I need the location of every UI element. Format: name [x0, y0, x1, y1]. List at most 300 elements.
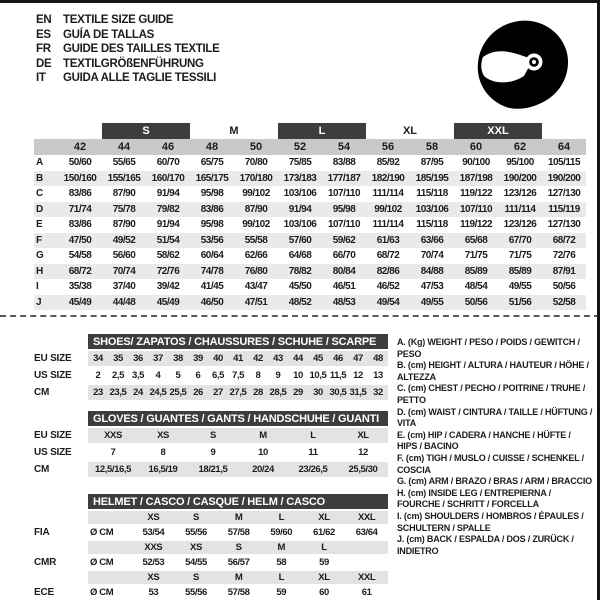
measurement-value: 72/76	[146, 264, 190, 280]
measurement-value: 78/82	[278, 264, 322, 280]
measurement-value: 127/130	[547, 188, 581, 200]
measurement-value: 119/122	[459, 188, 493, 200]
measurement-value: 63/66	[410, 233, 454, 249]
shoes-row-label: US SIZE	[34, 368, 88, 383]
legend-item: A. (Kg) WEIGHT / PESO / POIDS / GEWITCH / PESO	[397, 337, 580, 359]
measurement-letter: A	[36, 157, 43, 169]
measurement-value: 45/49	[58, 295, 102, 311]
numeric-size: 46	[146, 139, 190, 155]
measurement-value: 182/190	[366, 171, 410, 187]
textile-size-table-body	[34, 123, 586, 310]
helmet-standard-label: FIA	[34, 526, 88, 539]
helmet-title-row	[34, 494, 388, 509]
measurement-value: 67/70	[498, 233, 542, 249]
measurement-row-B	[34, 171, 586, 187]
measurement-value: 165/175	[190, 171, 234, 187]
gloves-value: XL	[338, 428, 388, 443]
measurement-value: 43/47	[244, 281, 268, 293]
legend-item: C. (cm) CHEST / PECHO / POITRINE / TRUHE / PETTO	[397, 383, 586, 405]
accessory-tables	[34, 332, 388, 600]
measurement-value: 83/86	[68, 188, 92, 200]
helmet-title: HELMET / CASCO / CASQUE / HELM / CASCO	[88, 494, 388, 509]
measurement-value: 62/66	[244, 250, 268, 262]
measurement-value: 68/72	[376, 250, 400, 262]
helmet-size-label: XS	[175, 541, 218, 554]
helmet-value: 57/58	[227, 527, 250, 538]
measurement-value: 95/98	[200, 188, 224, 200]
helmet-value: 53	[148, 587, 159, 598]
measurement-value: 68/72	[542, 233, 586, 249]
measurement-value: 52/58	[542, 295, 586, 311]
measurement-value: 83/88	[332, 157, 356, 169]
shoes-row-eu-size	[34, 351, 388, 366]
shoes-value: 24,5	[149, 387, 167, 398]
measurement-value: 79/82	[146, 202, 190, 218]
measurement-value: 59/62	[322, 233, 366, 249]
shoes-value: 43	[268, 351, 288, 366]
helmet-unit-spacer	[88, 571, 132, 584]
helmet-standard-label: ECE	[34, 586, 88, 599]
helmet-value: 53/54	[142, 527, 165, 538]
language-code: IT	[36, 72, 46, 84]
shoes-value: 6,5	[211, 370, 224, 381]
helmet-sizes-row-cmr	[34, 541, 388, 554]
measurement-value: 44/48	[102, 295, 146, 311]
measurement-value: 91/94	[156, 219, 180, 231]
shoes-title-row	[34, 334, 388, 349]
shoes-value: 2,5	[111, 370, 124, 381]
gloves-value: XS	[138, 428, 188, 443]
numeric-size: 48	[190, 139, 234, 155]
shoes-value: 40	[208, 351, 228, 366]
measurement-value: 65/68	[454, 233, 498, 249]
helmet-size-label: XXL	[345, 571, 388, 584]
measurement-value: 65/75	[200, 157, 224, 169]
helmet-unit: Ø CM	[90, 527, 114, 538]
measurement-value: 51/56	[498, 295, 542, 311]
helmet-value: 61	[361, 587, 372, 598]
measurement-value: 190/200	[498, 171, 542, 187]
measurement-value: 115/118	[416, 188, 448, 200]
measurement-value: 173/183	[278, 171, 322, 187]
shoes-row-cm	[34, 385, 388, 400]
shoes-value: 23,5	[109, 387, 127, 398]
shoes-value: 39	[188, 351, 208, 366]
shoes-value: 10	[293, 370, 303, 381]
measurement-value: 71/75	[464, 250, 488, 262]
measurement-value: 46/51	[332, 281, 356, 293]
measurement-value: 51/54	[146, 233, 190, 249]
helmet-value: 60	[319, 587, 329, 598]
measurement-value: 37/40	[112, 281, 136, 293]
shoes-value: 30,5	[329, 387, 347, 398]
helmet-size-label: XXL	[345, 511, 388, 524]
language-row	[36, 57, 220, 72]
measurement-value: 155/165	[102, 171, 146, 187]
language-code: ES	[36, 28, 51, 41]
helmet-size-label: S	[175, 511, 218, 524]
shoes-value: 46	[328, 351, 348, 366]
measurement-value: 85/92	[376, 157, 400, 169]
measurement-value: 82/86	[366, 264, 410, 280]
measurement-row-G	[34, 248, 586, 264]
helmet-value: 58	[276, 557, 287, 568]
shoes-table-body	[34, 334, 388, 400]
measurement-value: 60/70	[156, 157, 180, 169]
shoes-value: 31,5	[349, 387, 367, 398]
gloves-value: 11	[308, 447, 318, 458]
helmet-size-label: L	[303, 541, 346, 554]
measurement-value: 87/90	[234, 202, 278, 218]
measurement-value: 71/74	[58, 202, 102, 218]
measurement-value: 71/75	[508, 250, 532, 262]
helmet-table	[34, 492, 388, 600]
measurement-value: 72/76	[552, 250, 576, 262]
helmet-values-row-ece	[34, 586, 388, 599]
measurement-row-C	[34, 186, 586, 202]
shoes-value: 27	[208, 385, 228, 400]
shoes-value: 5	[175, 370, 181, 381]
measurement-row-J	[34, 295, 586, 311]
shoes-table	[34, 332, 388, 402]
measurement-value: 68/72	[58, 264, 102, 280]
helmet-title-spacer	[34, 494, 88, 509]
measurement-value: 85/89	[498, 264, 542, 280]
gloves-row-cm	[34, 462, 388, 477]
measurement-value: 47/51	[234, 295, 278, 311]
legend-item: J. (cm) BACK / ESPALDA / DOS / ZURÜCK / INDIETRO	[397, 534, 574, 556]
measurement-value: 87/90	[112, 188, 136, 200]
measurement-value: 83/86	[68, 219, 92, 231]
measurement-value: 115/119	[542, 202, 586, 218]
measurement-value: 70/74	[420, 250, 444, 262]
language-code: DE	[36, 57, 52, 70]
helmet-size-label: M	[260, 541, 303, 554]
measurement-value: 95/98	[322, 202, 366, 218]
measurement-value: 111/114	[372, 219, 404, 231]
gloves-table-body	[34, 411, 388, 477]
shoes-value: 26	[188, 385, 208, 400]
measurement-value: 103/106	[283, 188, 317, 200]
gloves-value: 9	[210, 447, 216, 458]
measurement-value: 160/170	[146, 171, 190, 187]
helmet-size-label: L	[260, 571, 303, 584]
numeric-size: 44	[102, 139, 146, 155]
shoes-value: 30	[308, 385, 328, 400]
measurement-value: 39/42	[156, 281, 180, 293]
shoes-value: 6	[195, 370, 201, 381]
measurement-value: 150/160	[58, 171, 102, 187]
measurement-value: 177/187	[322, 171, 366, 187]
legend-item: I. (cm) SHOULDERS / HOMBROS / ÉPAULES / SCHULTERN / SPALLE	[397, 510, 584, 533]
shoes-value: 44	[288, 351, 308, 366]
size-group-spacer	[542, 123, 586, 139]
helmet-value: 57/58	[227, 587, 250, 598]
shoes-value: 25,5	[169, 387, 187, 398]
measurement-value: 127/130	[547, 219, 581, 231]
helmet-value: 52/53	[142, 557, 165, 568]
helmet-sizes-spacer	[34, 571, 88, 584]
shoes-value: 28	[248, 385, 268, 400]
measurement-value: 70/80	[244, 157, 268, 169]
helmet-unit-spacer	[88, 541, 132, 554]
measurement-value: 49/55	[508, 281, 532, 293]
section-divider	[0, 315, 600, 317]
measurement-value: 50/56	[454, 295, 498, 311]
measurement-value: 55/65	[112, 157, 136, 169]
language-row	[36, 28, 220, 43]
helmet-value: 59/60	[270, 527, 293, 538]
shoes-value: 32	[368, 385, 388, 400]
legend-item: G. (cm) ARM / BRAZO / BRAS / ARM / BRACCIO	[397, 476, 592, 487]
gloves-row-label: EU SIZE	[34, 428, 88, 443]
helmet-sizes-row-fia	[34, 511, 388, 524]
shoes-value: 13	[373, 370, 383, 381]
helmet-value: 59	[276, 587, 287, 598]
measurement-value: 49/54	[366, 295, 410, 311]
measurement-value: 47/50	[58, 233, 102, 249]
measurement-value: 115/118	[416, 219, 448, 231]
gloves-value: 20/24	[238, 462, 288, 477]
measurement-row-D	[34, 202, 586, 218]
gloves-value: 16,5/19	[138, 462, 188, 477]
gloves-value: 23/26,5	[288, 462, 338, 477]
helmet-unit: Ø CM	[90, 557, 114, 568]
numeric-size: 58	[410, 139, 454, 155]
measurement-row-A	[34, 155, 586, 171]
measurement-value: 119/122	[459, 219, 493, 231]
gloves-row-us-size	[34, 445, 388, 460]
measurement-value: 57/60	[278, 233, 322, 249]
shoes-row-us-size	[34, 368, 388, 383]
measurement-value: 190/200	[542, 171, 586, 187]
helmet-sizes-spacer	[34, 511, 88, 524]
measurement-value: 54/58	[68, 250, 92, 262]
legend-item: H. (cm) INSIDE LEG / ENTREPIERNA / FOURCHE / SCHRITT / FORCELLA	[397, 487, 551, 510]
measurement-value: 87/91	[542, 264, 586, 280]
racing-helmet-icon	[473, 15, 573, 113]
shoes-value: 8	[255, 370, 261, 381]
measurement-row-F	[34, 233, 586, 249]
shoes-title-spacer	[34, 334, 88, 349]
helmet-value	[345, 556, 388, 569]
helmet-table-body	[34, 494, 388, 599]
helmet-size-label: S	[175, 571, 218, 584]
shoes-value: 36	[128, 351, 148, 366]
measurement-value: 47/53	[420, 281, 444, 293]
measurement-letter: J	[34, 295, 58, 311]
gloves-value: S	[188, 428, 238, 443]
measurement-value: 55/58	[234, 233, 278, 249]
measurement-value: 46/52	[376, 281, 400, 293]
legend-item: F. (cm) TIGH / MUSLO / CUISSE / SCHENKEL / COSCIA	[397, 452, 584, 475]
measurement-value: 66/70	[332, 250, 356, 262]
measurement-value: 107/110	[327, 188, 361, 200]
measurement-letter: H	[34, 264, 58, 280]
gloves-row-label: US SIZE	[34, 445, 88, 460]
helmet-size-label: XS	[132, 571, 175, 584]
size-group-XL: XL	[402, 125, 418, 137]
shoes-value: 41	[228, 351, 248, 366]
measurement-value: 49/55	[410, 295, 454, 311]
legend-item: D. (cm) WAIST / CINTURA / TAILLE / HÜFTUNG / VITA	[397, 406, 593, 429]
numeric-size: 52	[278, 139, 322, 155]
gloves-title-spacer	[34, 411, 88, 426]
language-title: GUÍA DE TALLAS	[63, 28, 154, 41]
size-group-S: S	[102, 123, 190, 139]
measurement-value: 99/102	[242, 219, 270, 231]
helmet-sizes-row-ece	[34, 571, 388, 584]
measurement-value: 49/52	[102, 233, 146, 249]
measurement-value: 111/114	[372, 188, 404, 200]
shoes-row-label: CM	[34, 385, 88, 400]
numeric-size: 50	[234, 139, 278, 155]
helmet-unit: Ø CM	[90, 587, 114, 598]
gloves-value: L	[288, 428, 338, 443]
measurement-value: 123/126	[503, 219, 537, 231]
gloves-value: 18/21,5	[188, 462, 238, 477]
measurement-value: 75/85	[288, 157, 312, 169]
measurement-value: 70/74	[102, 264, 146, 280]
measurement-value: 61/63	[366, 233, 410, 249]
language-header	[36, 13, 220, 86]
helmet-value: 56/57	[227, 557, 250, 568]
language-title: TEXTILGRÖßENFÜHRUNG	[63, 57, 204, 70]
measurement-value: 46/50	[190, 295, 234, 311]
measurement-value: 99/102	[242, 188, 270, 200]
gloves-title-row	[34, 411, 388, 426]
gloves-table	[34, 409, 388, 479]
numeric-size: 62	[498, 139, 542, 155]
shoes-value: 11,5	[329, 370, 347, 381]
size-group-L: L	[278, 123, 366, 139]
measurement-value: 83/86	[190, 202, 234, 218]
measurement-value: 111/114	[498, 202, 542, 218]
shoes-value: 7,5	[231, 370, 244, 381]
language-list	[36, 13, 220, 86]
language-row	[36, 13, 220, 28]
measurement-value: 95/100	[506, 157, 534, 169]
language-code: FR	[36, 43, 51, 55]
helmet-standard-label: CMR	[34, 556, 88, 569]
language-title: TEXTILE SIZE GUIDE	[63, 14, 174, 26]
helmet-value: 54/55	[185, 557, 207, 568]
helmet-size-label: M	[217, 511, 260, 524]
helmet-value: 63/64	[355, 527, 378, 538]
shoes-value: 48	[368, 351, 388, 366]
measurement-value: 87/90	[112, 219, 136, 231]
shoes-value: 45	[308, 351, 328, 366]
shoes-value: 35	[108, 351, 128, 366]
shoes-value: 10,5	[309, 370, 327, 381]
gloves-value: 12,5/16,5	[88, 462, 138, 477]
language-row	[36, 71, 220, 86]
helmet-size-label: S	[217, 541, 260, 554]
measurement-value: 170/180	[234, 171, 278, 187]
helmet-sizes-spacer	[34, 541, 88, 554]
helmet-icon-svg	[473, 15, 573, 113]
measurement-value: 74/78	[190, 264, 234, 280]
gloves-value: 7	[110, 447, 116, 458]
language-code: EN	[36, 14, 52, 26]
measurement-value: 123/126	[503, 188, 537, 200]
measurement-value: 185/195	[410, 171, 454, 187]
measurement-value: 60/64	[200, 250, 224, 262]
shoes-value: 28,5	[269, 387, 287, 398]
measurement-letter: B	[34, 171, 58, 187]
gloves-value: M	[238, 428, 288, 443]
shoes-value: 27,5	[229, 387, 247, 398]
measurement-value: 48/54	[464, 281, 488, 293]
size-group-spacer	[34, 123, 102, 139]
measurement-value: 87/95	[420, 157, 444, 169]
helmet-value: 61/62	[313, 527, 335, 538]
measurement-row-I	[34, 279, 586, 295]
shoes-value: 9	[275, 370, 281, 381]
measurement-letter: F	[34, 233, 58, 249]
measurement-value: 91/94	[278, 202, 322, 218]
shoes-value: 4	[155, 370, 161, 381]
measurement-value: 56/60	[112, 250, 136, 262]
measurement-value: 48/52	[278, 295, 322, 311]
size-group-M: M	[229, 125, 239, 137]
gloves-row-label: CM	[34, 462, 88, 477]
gloves-value: 25,5/30	[338, 462, 388, 477]
measurement-letter: D	[34, 202, 58, 218]
helmet-size-label: XL	[303, 511, 346, 524]
measurement-value: 53/56	[190, 233, 234, 249]
measurement-value: 85/89	[454, 264, 498, 280]
textile-size-table	[34, 123, 586, 310]
helmet-size-label: XS	[132, 511, 175, 524]
measurement-value: 95/98	[200, 219, 224, 231]
helmet-size-label: XL	[303, 571, 346, 584]
numeric-size: 54	[322, 139, 366, 155]
measurement-value: 99/102	[366, 202, 410, 218]
shoes-value: 24	[128, 385, 148, 400]
measurement-letter: G	[36, 250, 44, 262]
shoes-value: 38	[168, 351, 188, 366]
measurement-value: 50/60	[68, 157, 92, 169]
shoes-value: 42	[248, 351, 268, 366]
legend-item: B. (cm) HEIGHT / ALTURA / HAUTEUR / HÖHE / ALTEZZA	[397, 360, 589, 382]
measurement-letter: I	[36, 281, 39, 293]
language-title: GUIDE DES TAILLES TEXTILE	[63, 43, 220, 55]
measurement-letter: E	[36, 219, 43, 231]
size-group-XXL: XXL	[454, 123, 542, 139]
language-row	[36, 42, 220, 57]
numeric-sizes-spacer	[34, 139, 58, 155]
gloves-value: 12	[358, 447, 368, 458]
numeric-size: 42	[58, 139, 102, 155]
measurement-row-E	[34, 217, 586, 233]
shoes-value: 2	[95, 370, 101, 381]
measurement-value: 75/78	[102, 202, 146, 218]
helmet-values-row-fia	[34, 526, 388, 539]
measurement-value: 48/53	[322, 295, 366, 311]
measurement-value: 90/100	[462, 157, 490, 169]
shoes-title: SHOES/ ZAPATOS / CHAUSSURES / SCHUHE / SCARPE	[88, 334, 388, 349]
measurement-letter: C	[36, 188, 43, 200]
measurement-value: 187/198	[454, 171, 498, 187]
measurement-value: 107/110	[327, 219, 361, 231]
gloves-title: GLOVES / GUANTES / GANTS / HANDSCHUHE / GUANTI	[88, 411, 388, 426]
gloves-value: XXS	[88, 428, 138, 443]
measurement-value: 41/45	[200, 281, 224, 293]
helmet-value: 59	[319, 557, 329, 568]
measurement-row-H	[34, 264, 586, 280]
gloves-value: 8	[160, 447, 166, 458]
